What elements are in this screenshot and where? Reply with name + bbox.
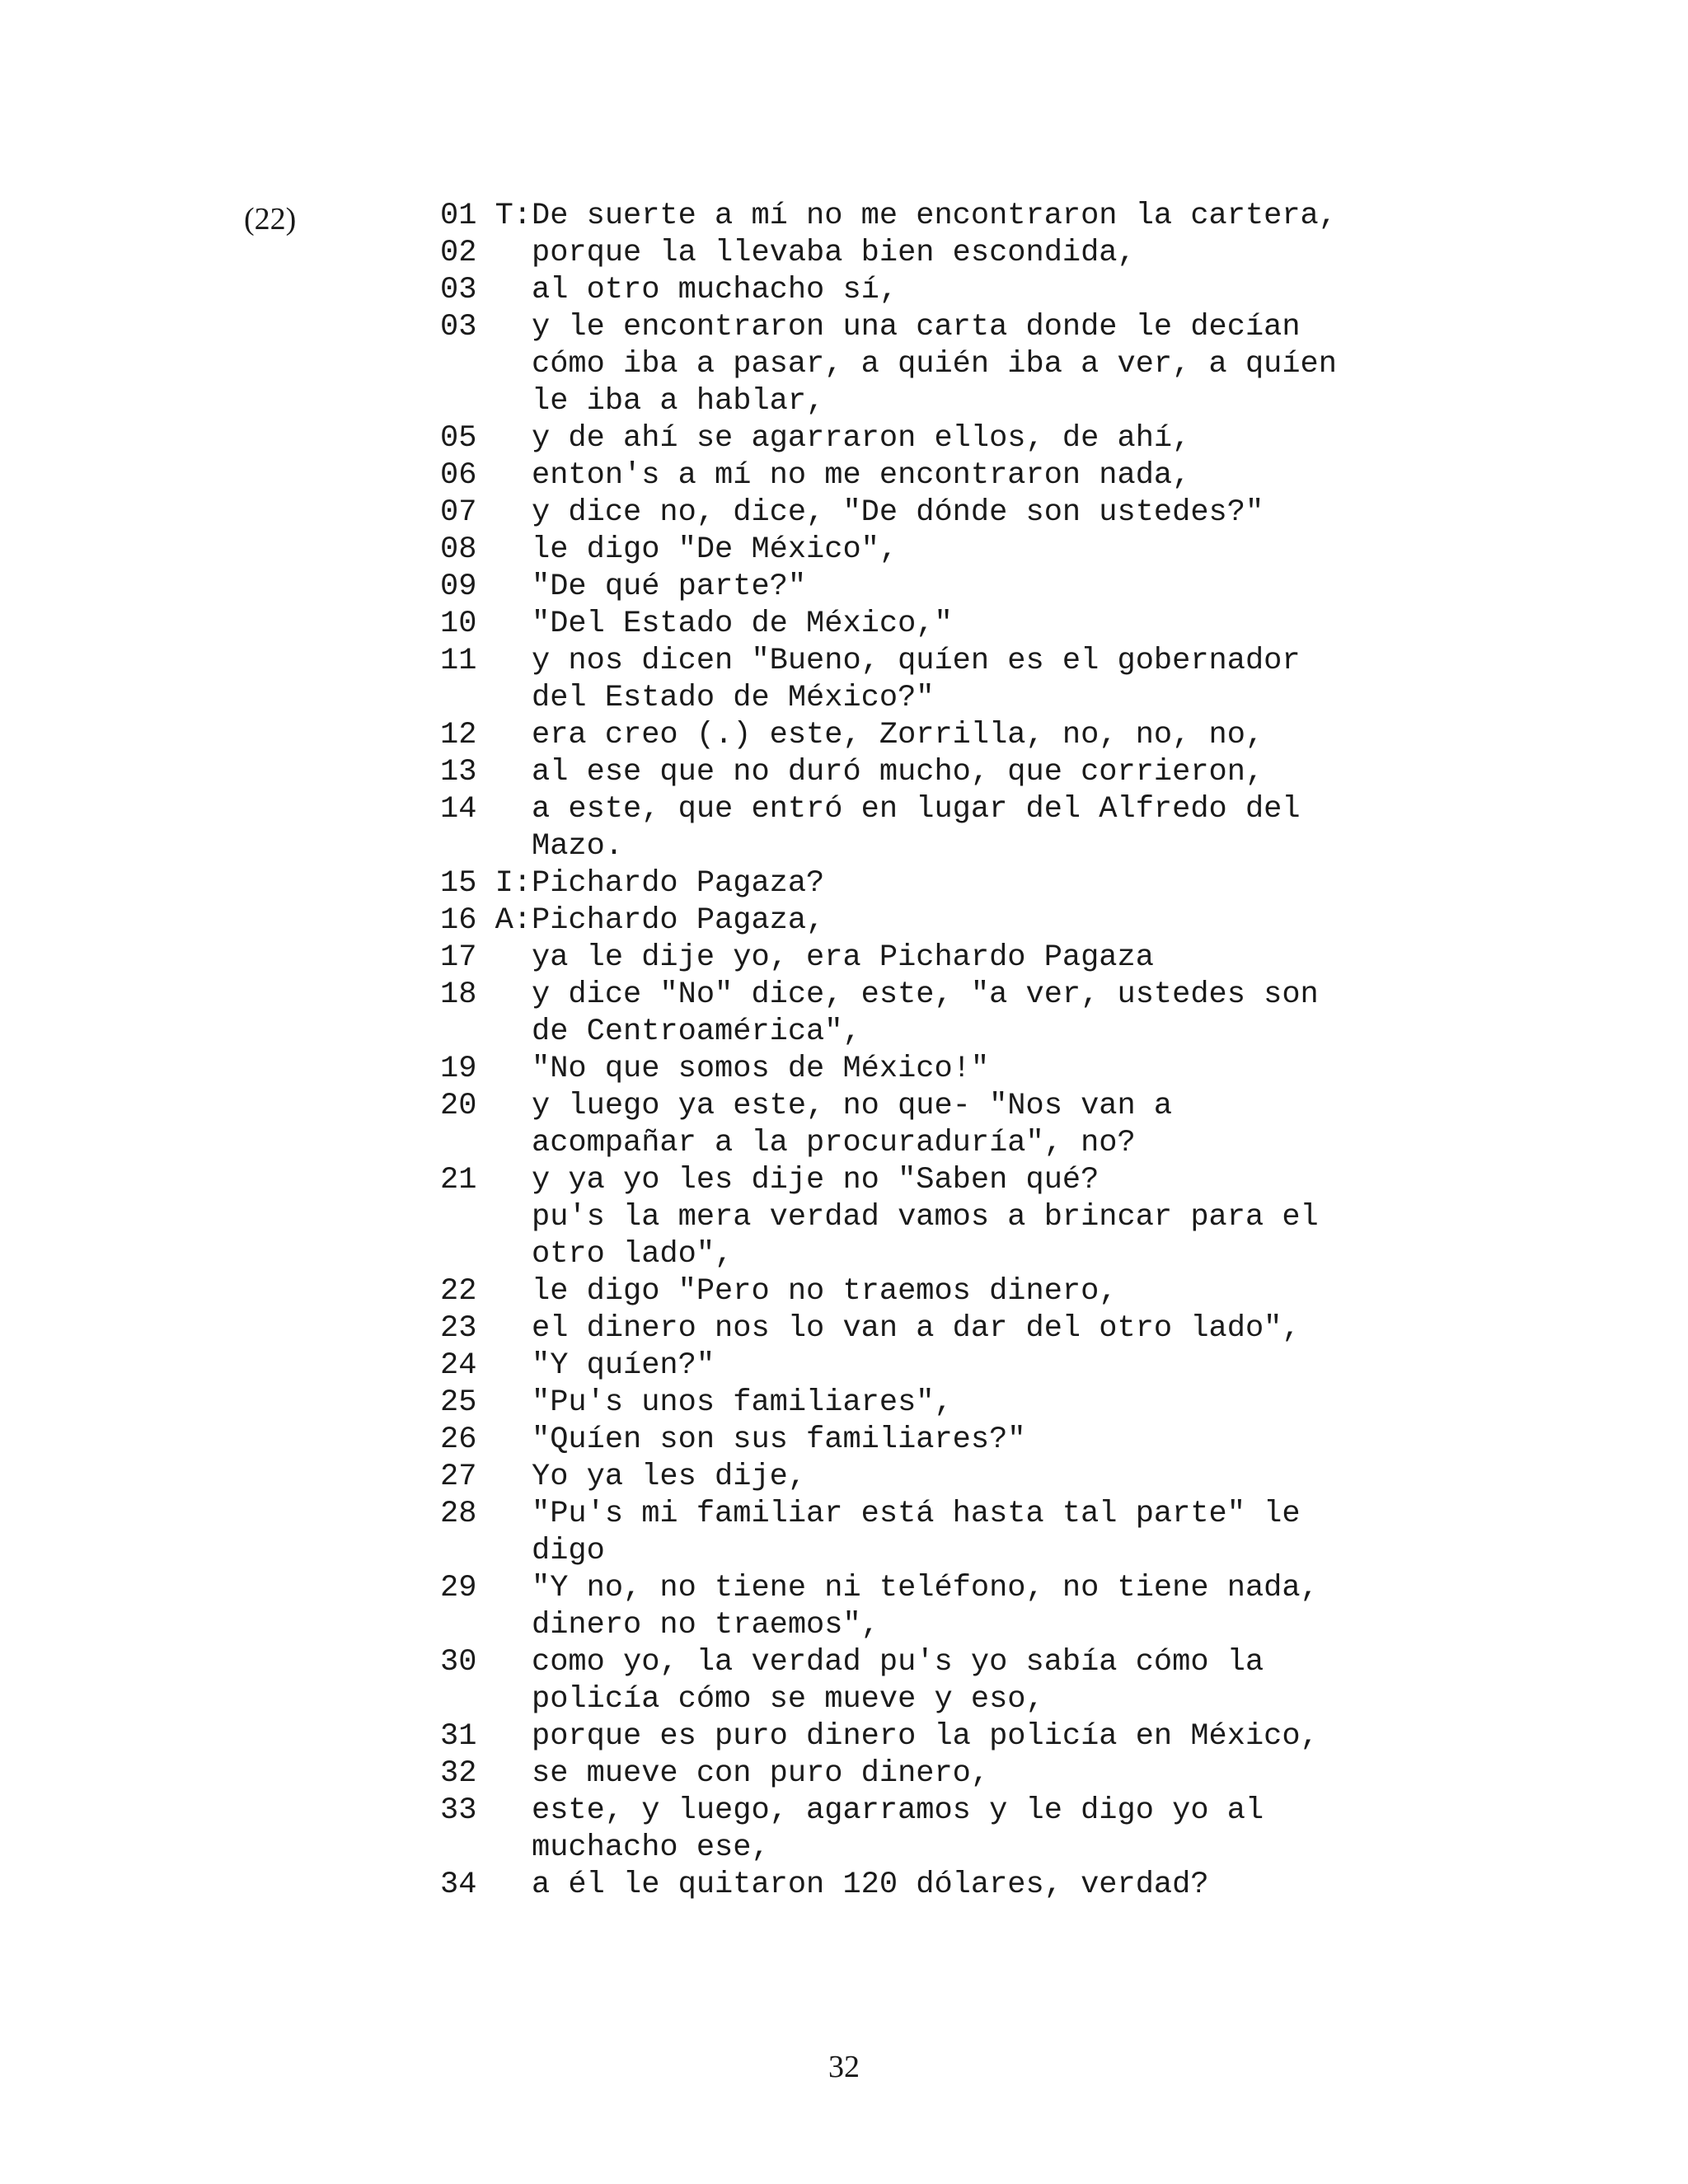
transcript-line <box>440 1051 1337 1088</box>
line-text: Yo ya les dije, <box>532 1460 807 1494</box>
line-number: 13 <box>440 755 477 790</box>
transcript-line <box>440 1718 1337 1755</box>
line-number: 33 <box>440 1793 477 1828</box>
line-text: ya le dije yo, era Pichardo Pagaza <box>532 940 1154 975</box>
transcript-line <box>440 977 1337 1051</box>
line-number: 02 <box>440 236 477 270</box>
line-number: 05 <box>440 421 477 456</box>
line-text: "Pu's unos familiares", <box>532 1385 953 1420</box>
transcript-line <box>440 272 1337 309</box>
transcript-line <box>440 1755 1337 1793</box>
line-text: le digo "Pero no traemos dinero, <box>532 1274 1118 1309</box>
line-number: 08 <box>440 532 477 567</box>
line-number: 15 <box>440 866 477 901</box>
line-text: como yo, la verdad pu's yo sabía cómo la policía cómo se mueve y eso, <box>532 1645 1264 1717</box>
transcript-line <box>440 532 1337 569</box>
line-number: 34 <box>440 1868 477 1902</box>
transcript-line <box>440 1088 1337 1162</box>
line-text: enton's a mí no me encontraron nada, <box>532 458 1191 493</box>
line-text: este, y luego, agarramos y le digo yo al muchacho ese, <box>532 1793 1264 1865</box>
transcript-line <box>440 1347 1337 1385</box>
line-number: 11 <box>440 644 477 678</box>
line-text: a él le quitaron 120 dólares, verdad? <box>532 1868 1209 1902</box>
transcript-line <box>440 791 1337 865</box>
transcript-line <box>440 1385 1337 1422</box>
line-number: 27 <box>440 1460 477 1494</box>
line-text: y dice no, dice, "De dónde son ustedes?" <box>532 495 1264 530</box>
line-text: porque es puro dinero la policía en México, <box>532 1719 1319 1754</box>
transcript-line <box>440 606 1337 643</box>
transcript-line <box>440 420 1337 457</box>
line-number: 29 <box>440 1571 477 1605</box>
line-number: 28 <box>440 1497 477 1531</box>
transcript-line <box>440 1793 1337 1867</box>
page-number: 32 <box>828 2050 860 2084</box>
line-text: al ese que no duró mucho, que corrieron, <box>532 755 1264 790</box>
transcript-line <box>440 1644 1337 1718</box>
line-text: el dinero nos lo van a dar del otro lado", <box>532 1311 1301 1346</box>
speaker-label: A: <box>495 903 532 938</box>
line-number: 10 <box>440 607 477 641</box>
line-text: y nos dicen "Bueno, quíen es el gobernador del Estado de México?" <box>532 644 1301 715</box>
line-text: era creo (.) este, Zorrilla, no, no, no, <box>532 718 1264 752</box>
line-number: 07 <box>440 495 477 530</box>
speaker-label: I: <box>495 866 532 901</box>
transcript-line <box>440 1273 1337 1310</box>
transcript-line <box>440 494 1337 532</box>
line-text: y ya yo les dije no "Saben qué? pu's la mera verdad vamos a brincar para el otro lado", <box>532 1163 1319 1272</box>
line-text: y dice "No" dice, este, "a ver, ustedes son de Centroamérica", <box>532 977 1319 1049</box>
transcript-line <box>440 1867 1337 1904</box>
transcript-line <box>440 235 1337 272</box>
transcript-line <box>440 569 1337 606</box>
line-number: 14 <box>440 792 477 827</box>
transcript-line <box>440 865 1337 902</box>
line-number: 21 <box>440 1163 477 1197</box>
transcript-line <box>440 902 1337 940</box>
transcript-line <box>440 1422 1337 1459</box>
line-number: 19 <box>440 1052 477 1086</box>
line-text: De suerte a mí no me encontraron la cartera, <box>532 199 1337 233</box>
line-number: 23 <box>440 1311 477 1346</box>
transcript-line <box>440 1496 1337 1570</box>
transcript-line <box>440 1459 1337 1496</box>
line-text: "De qué parte?" <box>532 569 807 604</box>
line-number: 24 <box>440 1348 477 1383</box>
line-text: le digo "De México", <box>532 532 898 567</box>
line-number: 32 <box>440 1756 477 1791</box>
transcript-line <box>440 940 1337 977</box>
line-number: 03 <box>440 273 477 307</box>
line-text: "No que somos de México!" <box>532 1052 990 1086</box>
line-text: "Quíen son sus familiares?" <box>532 1422 1026 1457</box>
line-text: "Pu's mi familiar está hasta tal parte" le digo <box>532 1497 1301 1568</box>
line-number: 03 <box>440 310 477 344</box>
line-number: 09 <box>440 569 477 604</box>
transcript-line <box>440 1162 1337 1273</box>
line-number: 20 <box>440 1089 477 1123</box>
line-number: 22 <box>440 1274 477 1309</box>
line-number: 16 <box>440 903 477 938</box>
line-text: porque la llevaba bien escondida, <box>532 236 1136 270</box>
transcript-line <box>440 643 1337 717</box>
transcript-line <box>440 717 1337 754</box>
line-number: 25 <box>440 1385 477 1420</box>
line-text: "Y quíen?" <box>532 1348 715 1383</box>
transcript-line <box>440 309 1337 420</box>
line-number: 12 <box>440 718 477 752</box>
line-text: a este, que entró en lugar del Alfredo del Mazo. <box>532 792 1301 864</box>
line-text: Pichardo Pagaza, <box>532 903 825 938</box>
line-text: se mueve con puro dinero, <box>532 1756 990 1791</box>
transcript-line <box>440 457 1337 494</box>
line-text: y de ahí se agarraron ellos, de ahí, <box>532 421 1191 456</box>
line-number: 18 <box>440 977 477 1012</box>
speaker-label: T: <box>495 199 532 233</box>
line-number: 01 <box>440 199 477 233</box>
transcript <box>440 198 1337 1904</box>
line-number: 31 <box>440 1719 477 1754</box>
line-number: 30 <box>440 1645 477 1680</box>
line-number: 06 <box>440 458 477 493</box>
line-text: "Del Estado de México," <box>532 607 953 641</box>
line-text: "Y no, no tiene ni teléfono, no tiene nada, dinero no traemos", <box>532 1571 1319 1643</box>
line-number: 17 <box>440 940 477 975</box>
transcript-line <box>440 754 1337 791</box>
line-text: y le encontraron una carta donde le decían cómo iba a pasar, a quién iba a ver, a quíen le iba a hablar, <box>532 310 1337 419</box>
line-text: Pichardo Pagaza? <box>532 866 825 901</box>
line-number: 26 <box>440 1422 477 1457</box>
transcript-line <box>440 198 1337 235</box>
transcript-line <box>440 1310 1337 1347</box>
transcript-line <box>440 1570 1337 1644</box>
line-text: al otro muchacho sí, <box>532 273 898 307</box>
example-number: (22) <box>244 202 297 237</box>
line-text: y luego ya este, no que- "Nos van a acompañar a la procuraduría", no? <box>532 1089 1173 1160</box>
